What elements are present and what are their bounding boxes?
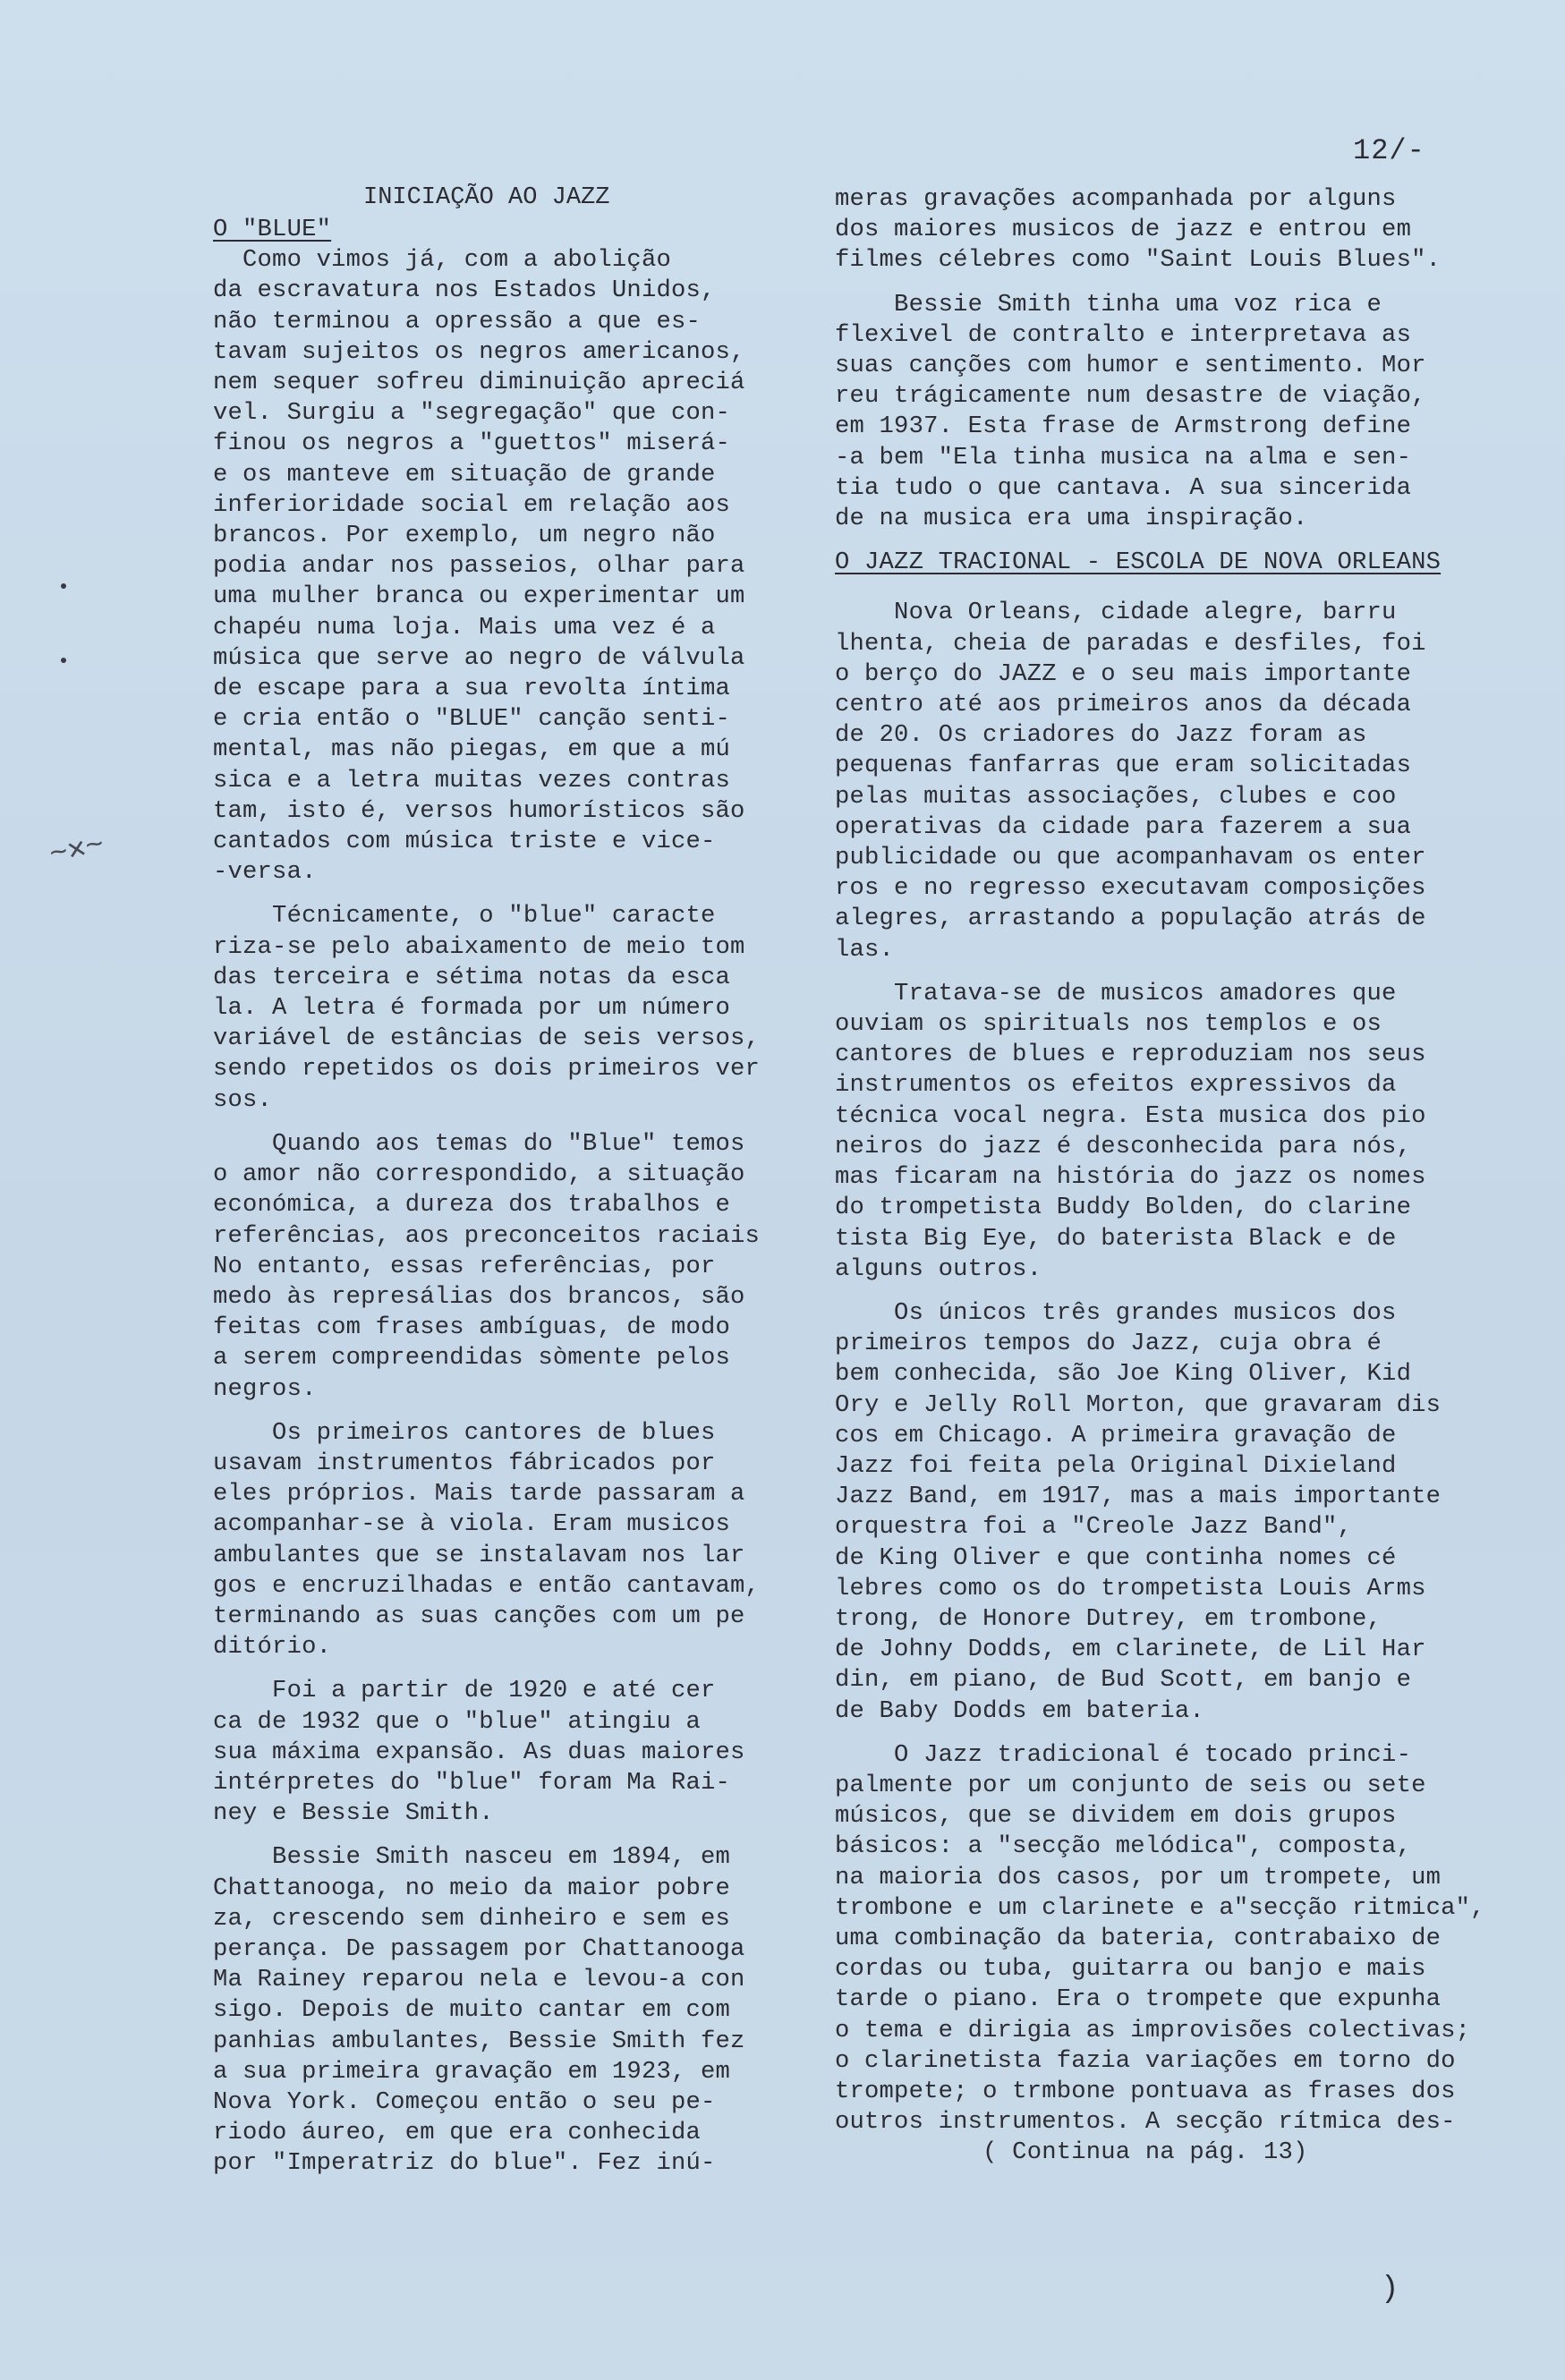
text-line: usavam instrumentos fábricados por <box>213 1449 716 1477</box>
text-line: O Jazz tradicional é tocado princi- <box>835 1740 1412 1769</box>
text-line: sendo repetidos os dois primeiros ver <box>213 1055 761 1084</box>
text-line: sos. <box>213 1085 273 1114</box>
text-line: podia andar nos passeios, olhar para <box>213 552 745 581</box>
section-heading: O JAZZ TRACIONAL - ESCOLA DE NOVA ORLEANS <box>835 548 1442 577</box>
right-column <box>835 184 1515 2169</box>
text-line: sigo. Depois de muito cantar em com <box>213 1996 731 2025</box>
text-line: instrumentos os efeitos expressivos da <box>835 1071 1397 1100</box>
text-line: terminando as suas canções com um pe <box>213 1602 745 1630</box>
text-line: o tema e dirigia as improvisões colectivas; <box>835 2016 1471 2044</box>
text-line: trombone e um clarinete e a"secção ritmica", <box>835 1893 1485 1922</box>
text-line: tam, isto é, versos humorísticos são <box>213 796 745 825</box>
text-line: Bessie Smith tinha uma voz rica e <box>835 290 1382 319</box>
left-column <box>213 184 830 2180</box>
text-line: música que serve ao negro de válvula <box>213 643 745 672</box>
text-line: Quando aos temas do "Blue" temos <box>213 1129 745 1158</box>
text-line: -versa. <box>213 858 317 887</box>
text-line: músicos, que se dividem em dois grupos <box>835 1802 1397 1831</box>
text-line: por "Imperatriz do blue". Fez inú- <box>213 2149 716 2178</box>
text-line: ambulantes que se instalavam nos lar <box>213 1541 745 1569</box>
text-line: básicos: a "secção melódica", composta, <box>835 1832 1412 1861</box>
text-line: sua máxima expansão. As duas maiores <box>213 1738 745 1766</box>
text-line: feitas com frases ambíguas, de modo <box>213 1313 731 1342</box>
text-line: das terceira e sétima notas da esca <box>213 963 731 991</box>
text-line: intérpretes do "blue" foram Ma Rai- <box>213 1768 731 1797</box>
text-line: Como vimos já, com a abolição <box>213 246 671 275</box>
text-line: Nova Orleans, cidade alegre, barru <box>835 599 1397 627</box>
text-line: Jazz Band, em 1917, mas a mais importante <box>835 1483 1442 1511</box>
text-line: trompete; o trmbone pontuava as frases dos <box>835 2077 1456 2105</box>
text-line: panhias ambulantes, Bessie Smith fez <box>213 2027 745 2055</box>
text-line: eles próprios. Mais tarde passaram a <box>213 1480 745 1509</box>
text-line: pequenas fanfarras que eram solicitadas <box>835 752 1412 780</box>
text-line: cos em Chicago. A primeira gravação de <box>835 1421 1397 1449</box>
text-line: ney e Bessie Smith. <box>213 1799 494 1828</box>
text-line: negros. <box>213 1374 317 1403</box>
continuation-note: ( Continua na pág. 13) <box>835 2138 1308 2167</box>
text-line: de Baby Dodds em bateria. <box>835 1696 1204 1725</box>
text-line: operativas da cidade para fazerem a sua <box>835 812 1412 841</box>
text-line: na maioria dos casos, por um trompete, um <box>835 1863 1442 1891</box>
text-line: tia tudo o que cantava. A sua sincerida <box>835 473 1412 502</box>
text-line: ca de 1932 que o "blue" atingiu a <box>213 1707 701 1736</box>
text-line: inferioridade social em relação aos <box>213 490 731 519</box>
stray-mark-icon: ) <box>1381 2273 1399 2307</box>
text-line: cantados com música triste e vice- <box>213 828 716 856</box>
text-line: técnica vocal negra. Esta musica dos pio <box>835 1101 1426 1130</box>
text-line: de escape para a sua revolta íntima <box>213 675 731 703</box>
text-line: e cria então o "BLUE" canção senti- <box>213 705 731 734</box>
text-line: acompanhar-se à viola. Eram musicos <box>213 1510 731 1539</box>
text-line: Os únicos três grandes musicos dos <box>835 1298 1397 1327</box>
text-line: do trompetista Buddy Bolden, do clarine <box>835 1194 1412 1222</box>
text-line: la. A letra é formada por um número <box>213 994 731 1023</box>
text-line: meras gravações acompanhada por alguns <box>835 185 1397 213</box>
page-number: 12/- <box>1353 134 1425 167</box>
text-line: gos e encruzilhadas e então cantavam, <box>213 1571 761 1600</box>
text-line: flexivel de contralto e interpretava as <box>835 320 1412 349</box>
text-line: las. <box>835 935 895 964</box>
text-line: outros instrumentos. A secção rítmica des- <box>835 2108 1456 2137</box>
text-line: -a bem "Ela tinha musica na alma e sen- <box>835 443 1412 472</box>
text-line: Foi a partir de 1920 e até cer <box>213 1677 716 1705</box>
section-subtitle: O "BLUE" <box>213 216 332 243</box>
text-line: filmes célebres como "Saint Louis Blues". <box>835 246 1442 275</box>
text-line: brancos. Por exemplo, um negro não <box>213 522 716 550</box>
text-line: de na musica era uma inspiração. <box>835 505 1308 533</box>
text-line: de Johny Dodds, em clarinete, de Lil Har <box>835 1636 1426 1664</box>
text-line: riodo áureo, em que era conhecida <box>213 2119 701 2147</box>
text-line: de King Oliver e que continha nomes cé <box>835 1543 1397 1572</box>
text-line: o amor não correspondido, a situação <box>213 1160 745 1189</box>
text-line: lhenta, cheia de paradas e desfiles, foi <box>835 629 1426 658</box>
text-line: ouviam os spirituals nos templos e os <box>835 1010 1382 1039</box>
text-line: din, em piano, de Bud Scott, em banjo e <box>835 1666 1412 1695</box>
text-line: variável de estâncias de seis versos, <box>213 1024 761 1053</box>
text-line: da escravatura nos Estados Unidos, <box>213 276 716 305</box>
text-line: perança. De passagem por Chattanooga <box>213 1934 745 1963</box>
text-line: medo às represálias dos brancos, são <box>213 1282 745 1311</box>
text-line: referências, aos preconceitos raciais <box>213 1221 761 1250</box>
text-line: trong, de Honore Dutrey, em trombone, <box>835 1604 1382 1633</box>
text-line: primeiros tempos do Jazz, cuja obra é <box>835 1330 1382 1358</box>
text-line: Tratava-se de musicos amadores que <box>835 979 1397 1007</box>
text-line: vel. Surgiu a "segregação" que con- <box>213 399 731 428</box>
text-line: reu trágicamente num desastre de viação, <box>835 382 1426 411</box>
text-line: a sua primeira gravação em 1923, em <box>213 2057 731 2086</box>
text-line: cordas ou tuba, guitarra ou banjo e mais <box>835 1955 1426 1984</box>
text-line: Ory e Jelly Roll Morton, que gravaram dis <box>835 1390 1442 1419</box>
text-line: suas canções com humor e sentimento. Mor <box>835 352 1426 380</box>
text-line: Chattanooga, no meio da maior pobre <box>213 1874 731 1902</box>
text-line: sica e a letra muitas vezes contras <box>213 766 731 795</box>
text-line: alegres, arrastando a população atrás de <box>835 905 1426 933</box>
text-line: No entanto, essas referências, por <box>213 1252 716 1280</box>
text-line: Ma Rainey reparou nela e levou-a con <box>213 1966 745 1994</box>
text-line: tista Big Eye, do baterista Black e de <box>835 1224 1397 1253</box>
text-line: a serem compreendidas sòmente pelos <box>213 1344 731 1373</box>
text-line: publicidade ou que acompanhavam os enter <box>835 844 1426 872</box>
text-line: riza-se pelo abaixamento de meio tom <box>213 932 745 961</box>
text-line: económica, a dureza dos trabalhos e <box>213 1191 731 1220</box>
text-line: centro até aos primeiros anos da década <box>835 691 1412 719</box>
text-line: o clarinetista fazia variações em torno do <box>835 2046 1456 2075</box>
text-line: em 1937. Esta frase de Armstrong define <box>835 412 1412 441</box>
text-line: e os manteve em situação de grande <box>213 460 716 489</box>
text-line: de 20. Os criadores do Jazz foram as <box>835 721 1367 750</box>
text-line: palmente por um conjunto de seis ou sete <box>835 1771 1426 1799</box>
text-line: uma combinação da bateria, contrabaixo de <box>835 1924 1442 1952</box>
text-line: lebres como os do trompetista Louis Arms <box>835 1574 1426 1602</box>
text-line: não terminou a opressão a que es- <box>213 307 701 336</box>
margin-dot <box>61 583 66 589</box>
text-line: neiros do jazz é desconhecida para nós, <box>835 1132 1412 1160</box>
text-line: tarde o piano. Era o trompete que expunha <box>835 1985 1442 2014</box>
margin-dot <box>61 658 66 663</box>
article-title: INICIAÇÃO AO JAZZ <box>363 184 610 211</box>
text-line: ros e no regresso executavam composições <box>835 874 1426 903</box>
text-line: alguns outros. <box>835 1254 1042 1283</box>
text-line: uma mulher branca ou experimentar um <box>213 582 745 611</box>
text-line: finou os negros a "guettos" miserá- <box>213 429 731 458</box>
text-line: orquestra foi a "Creole Jazz Band", <box>835 1513 1353 1542</box>
text-line: bem conhecida, são Joe King Oliver, Kid <box>835 1360 1412 1389</box>
text-line: tavam sujeitos os negros americanos, <box>213 337 745 366</box>
text-line: nem sequer sofreu diminuição apreciá <box>213 369 745 397</box>
text-line: Bessie Smith nasceu em 1894, em <box>213 1843 731 1872</box>
text-line: Os primeiros cantores de blues <box>213 1418 716 1447</box>
text-line: cantores de blues e reproduziam nos seus <box>835 1041 1426 1069</box>
text-line: mas ficaram na história do jazz os nomes <box>835 1163 1426 1192</box>
text-line: ditório. <box>213 1633 332 1662</box>
text-line: dos maiores musicos de jazz e entrou em <box>835 216 1412 244</box>
text-line: o berço do JAZZ e o seu mais importante <box>835 659 1412 688</box>
text-line: mental, mas não piegas, em que a mú <box>213 735 731 764</box>
text-line: pelas muitas associações, clubes e coo <box>835 782 1397 811</box>
text-line: Nova York. Começou então o seu pe- <box>213 2087 716 2116</box>
text-line: Técnicamente, o "blue" caracte <box>213 902 716 931</box>
margin-scribble-icon: ~✕~ <box>47 829 107 873</box>
text-line: za, crescendo sem dinheiro e sem es <box>213 1904 731 1933</box>
text-line: Jazz foi feita pela Original Dixieland <box>835 1451 1397 1480</box>
text-line: chapéu numa loja. Mais uma vez é a <box>213 613 716 642</box>
